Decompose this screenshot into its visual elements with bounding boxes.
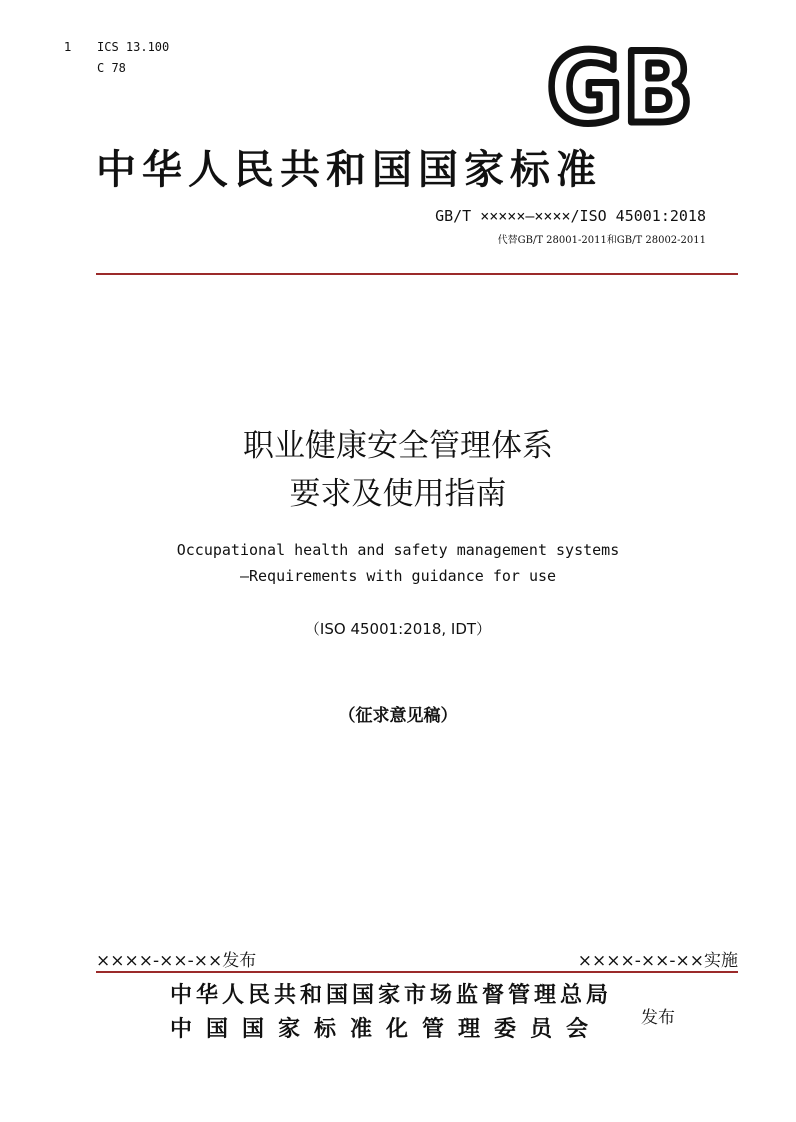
replaces-note: 代替GB/T 28001-2011和GB/T 28002-2011	[497, 235, 706, 246]
draft-label: （征求意见稿）	[338, 706, 458, 726]
title-cn-line2: 要求及使用指南	[289, 476, 507, 512]
ics-code: ICS 13.100	[97, 40, 170, 54]
national-standard-title: 中华人民共和国国家标准	[96, 146, 602, 193]
ccs-code: C 78	[97, 61, 126, 75]
adoption-note: （ISO 45001:2018, IDT）	[304, 620, 492, 638]
title-en-line1: Occupational health and safety management systems	[176, 541, 620, 559]
footer-divider	[96, 971, 738, 973]
issuer-samr: 中华人民共和国国家市场监督管理总局	[170, 983, 613, 1008]
issue-verb: 发布	[641, 1008, 675, 1028]
issue-date: ××××-××-××发布	[96, 951, 257, 971]
title-cn-line1: 职业健康安全管理体系	[243, 428, 553, 464]
gb-logo	[545, 44, 695, 128]
header-divider	[96, 273, 738, 275]
page-number: 1	[64, 40, 72, 54]
title-en-line2: —Requirements with guidance for use	[239, 567, 557, 585]
standard-number: GB/T ×××××—××××/ISO 45001:2018	[435, 207, 706, 225]
gb-logo-text: GB	[547, 44, 693, 128]
implementation-date: ××××-××-××实施	[577, 951, 738, 971]
issuer-sac: 中国国家标准化管理委员会	[170, 1017, 603, 1042]
